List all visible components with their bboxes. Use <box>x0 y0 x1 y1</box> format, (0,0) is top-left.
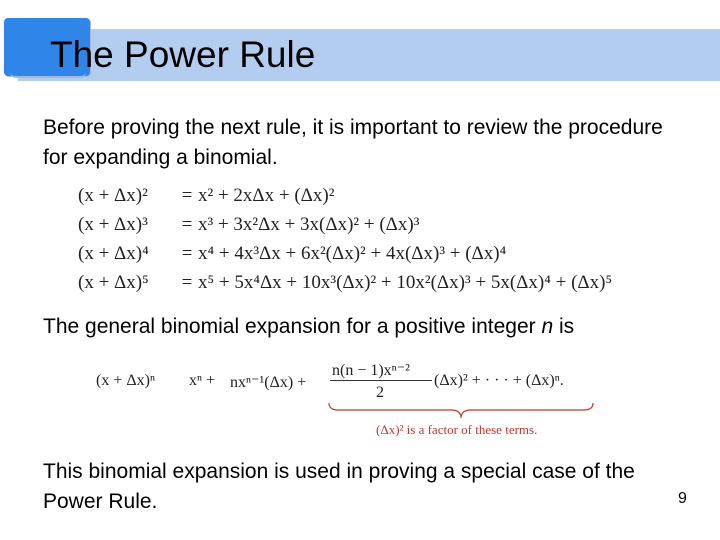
general-paragraph <box>43 312 663 342</box>
general-term1: xⁿ + <box>189 372 216 389</box>
general-lhs: (x + Δx)ⁿ <box>96 372 156 389</box>
binomial-expansions <box>78 181 658 297</box>
slide-title: The Power Rule <box>50 34 316 75</box>
expansion-lhs: (x + Δx)² <box>78 185 148 206</box>
variable-n: n <box>541 315 554 338</box>
equals-sign: = <box>181 214 193 235</box>
general-paragraph-suffix: is <box>553 315 575 338</box>
general-rest: (Δx)² + · · · + (Δx)ⁿ. <box>434 372 564 389</box>
expansion-row <box>78 239 658 268</box>
equals-sign: = <box>181 185 193 206</box>
expansion-lhs: (x + Δx)⁴ <box>78 243 149 264</box>
expansion-row <box>78 268 658 297</box>
general-paragraph-prefix: The general binomial expansion for a positive integer <box>43 315 542 338</box>
conclusion-paragraph: This binomial expansion is used in proving a special case of the Power Rule. <box>43 460 635 513</box>
general-term2: nxⁿ⁻¹(Δx) + <box>230 374 307 391</box>
equals-sign: = <box>181 243 193 264</box>
general-expansion <box>96 360 606 440</box>
underbrace-icon <box>328 402 594 420</box>
expansion-rhs: x³ + 3x²Δx + 3x(Δx)² + (Δx)³ <box>198 214 420 235</box>
expansion-rhs: x⁴ + 4x³Δx + 6x²(Δx)² + 4x(Δx)³ + (Δx)⁴ <box>198 243 507 264</box>
fraction-numerator: n(n − 1)xⁿ⁻² <box>332 362 410 379</box>
intro-paragraph: Before proving the next rule, it is important to review the procedure for expanding a binomial. <box>43 116 663 169</box>
expansion-row <box>78 181 658 210</box>
expansion-lhs: (x + Δx)³ <box>78 214 148 235</box>
equals-sign: = <box>181 272 193 293</box>
fraction-bar <box>330 380 432 381</box>
page-number: 9 <box>678 490 687 507</box>
expansion-rhs: x⁵ + 5x⁴Δx + 10x³(Δx)² + 10x²(Δx)³ + 5x(Δx)⁴ + (Δx)⁵ <box>198 272 613 293</box>
expansion-rhs: x² + 2xΔx + (Δx)² <box>198 185 335 206</box>
factor-note: (Δx)² is a factor of these terms. <box>376 422 538 437</box>
expansion-row <box>78 210 658 239</box>
expansion-lhs: (x + Δx)⁵ <box>78 272 149 293</box>
fraction-denominator: 2 <box>376 384 384 401</box>
